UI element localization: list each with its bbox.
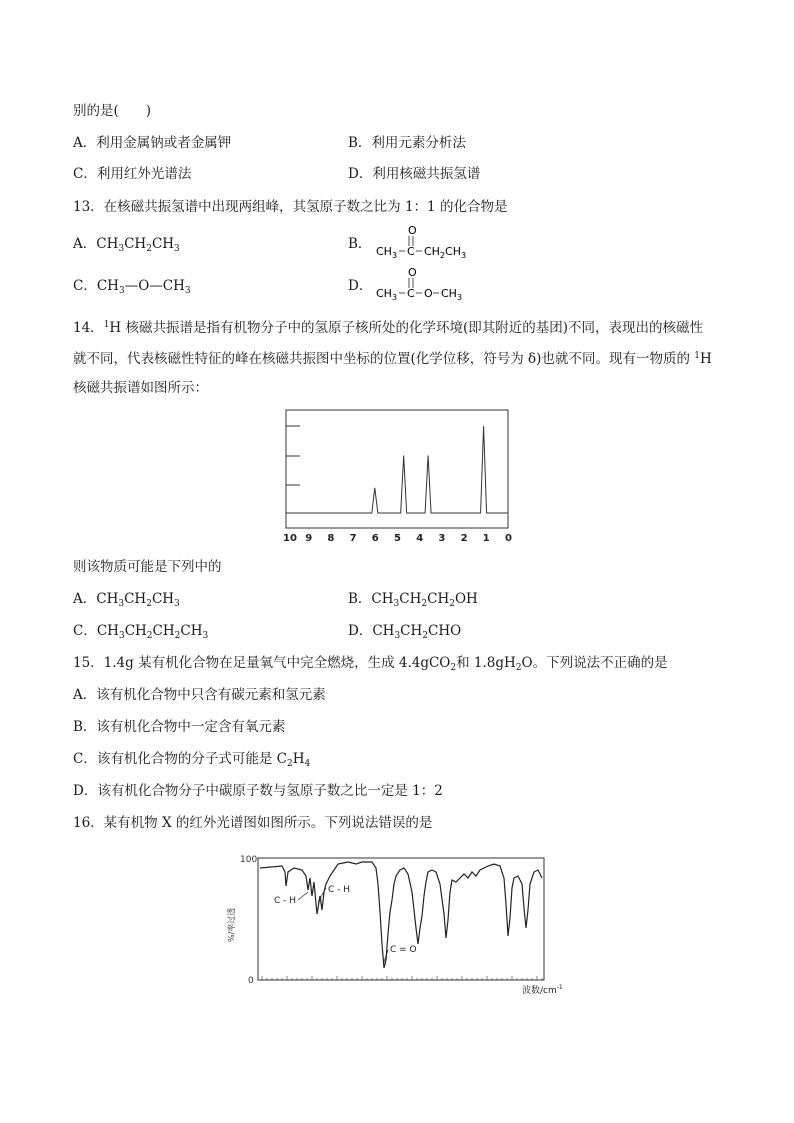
q13-option-b-key: B． bbox=[348, 236, 372, 252]
option-text: 利用核磁共振氢谱 bbox=[372, 166, 481, 182]
nmr-tick-label: 8 bbox=[327, 533, 335, 544]
option-text: 利用红外光谱法 bbox=[96, 166, 192, 182]
ir-x-ticks bbox=[262, 976, 542, 980]
nmr-spectrum-chart bbox=[270, 404, 520, 546]
q14-stem-line2: 就不同，代表核磁性特征的峰在核磁共振图中坐标的位置(化学位移，符号为 δ)也就不同。现有一物质的 $^1$H bbox=[73, 351, 712, 367]
q13-option-c bbox=[73, 277, 191, 300]
q14-question: 则该物质可能是下列中的 bbox=[73, 559, 222, 575]
q12-option-c bbox=[73, 165, 191, 183]
q14-option-c: C．$CH_3CH_2CH_2CH_3$ bbox=[73, 623, 209, 641]
nmr-tick-label: 10 bbox=[283, 533, 297, 544]
q12-option-d bbox=[348, 165, 480, 183]
q15-option-c: C．该有机化合物的分子式可能是 $C_2H_4$ bbox=[73, 751, 311, 769]
svg-text:C: C bbox=[407, 287, 415, 300]
band-label-ch-left: C - H bbox=[274, 896, 297, 906]
q12-stem-tail: 别的是( ) bbox=[73, 103, 152, 119]
q14-option-a: A．$CH_3CH_2CH_3$ bbox=[73, 591, 180, 609]
svg-text:CH3: $CH_3$ bbox=[441, 287, 463, 302]
option-key: C． bbox=[73, 278, 97, 294]
option-key: C． bbox=[73, 166, 97, 182]
option-key: A． bbox=[73, 135, 97, 151]
q15-stem: 15．1.4g 某有机化合物在足量氧气中完全燃烧，生成 4.4gCO$_2$和 $1.8gH_2O$。下列说法不正确的是 bbox=[73, 655, 668, 673]
svg-text:O: O bbox=[408, 266, 417, 279]
y-axis-top-label: 100 bbox=[240, 855, 258, 865]
formula-ch3ch2ch3: $CH_3CH_2CH_3$ bbox=[96, 236, 180, 254]
option-key: B． bbox=[348, 135, 372, 151]
nmr-tick-label: 2 bbox=[460, 533, 468, 544]
x-axis-label: 波数$/cm^{-1}$ bbox=[522, 984, 563, 996]
q12-option-b bbox=[348, 134, 466, 152]
nmr-trace bbox=[286, 426, 508, 513]
nmr-tick-label: 4 bbox=[416, 533, 424, 544]
option-text: 利用元素分析法 bbox=[371, 135, 466, 151]
q15-option-a: A．该有机化合物中只含有碳元素和氢元素 bbox=[73, 687, 326, 703]
band-label-co: C = O bbox=[390, 945, 417, 955]
q14-stem-line3: 核磁共振谱如图所示： bbox=[73, 380, 208, 396]
nmr-tick-label: 5 bbox=[394, 533, 401, 544]
y-axis-bottom-label: 0 bbox=[248, 976, 254, 986]
nmr-tick-label: 6 bbox=[371, 533, 379, 544]
nmr-tick-label: 0 bbox=[505, 533, 512, 544]
q16-stem: 16．某有机物 X 的红外光谱图如图所示。下列说法错误的是 bbox=[73, 815, 433, 831]
nmr-tick-label: 9 bbox=[305, 533, 313, 544]
ir-spectrum-chart bbox=[222, 848, 582, 998]
q12-option-a bbox=[73, 134, 231, 152]
svg-text:O: O bbox=[424, 287, 433, 300]
nmr-tick-label: 3 bbox=[438, 533, 446, 544]
formula-dimethyl-ether: $CH_3—O—CH_3$ bbox=[96, 278, 191, 296]
q13-option-a bbox=[73, 235, 180, 258]
q13-option-d-structure bbox=[372, 264, 482, 304]
option-key: D． bbox=[348, 166, 373, 182]
band-label-ch-right: C - H bbox=[328, 885, 351, 895]
svg-text:CH3: $CH_3$ bbox=[376, 287, 398, 302]
q14-option-b: B．$CH_3CH_2CH_2OH$ bbox=[348, 591, 478, 609]
option-text: 利用金属钠或者金属钾 bbox=[96, 135, 232, 151]
svg-text:CH2CH3: $CH_2CH_3$ bbox=[424, 245, 467, 260]
y-axis-label: %/率过透 bbox=[227, 907, 236, 942]
q14-option-d: D．$CH_3CH_2CHO$ bbox=[348, 623, 462, 641]
q15-option-b: B．该有机化合物中一定含有氧元素 bbox=[73, 719, 286, 735]
nmr-tick-label: 1 bbox=[482, 533, 490, 544]
q13-option-b-structure bbox=[372, 222, 482, 262]
svg-text:C: C bbox=[407, 245, 415, 258]
q13-option-d-key: D． bbox=[348, 278, 373, 294]
nmr-tick-label: 7 bbox=[349, 533, 357, 544]
q15-option-d: D．该有机化合物分子中碳原子数与氢原子数之比一定是 1：2 bbox=[73, 783, 443, 799]
carbonyl-o: O bbox=[408, 224, 417, 237]
nmr-axis-ticks bbox=[283, 533, 512, 544]
option-key: A． bbox=[73, 236, 97, 252]
q13-stem: 13．在核磁共振氢谱中出现两组峰，其氢原子数之比为 1：1 的化合物是 bbox=[73, 199, 508, 215]
q14-stem-line1: 14．$^1$H 核磁共振谱是指有机物分子中的氢原子核所处的化学环境(即其附近的基团)不同，表现出的核磁性 bbox=[73, 320, 704, 336]
svg-text:CH3: $CH_3$ bbox=[376, 245, 398, 260]
